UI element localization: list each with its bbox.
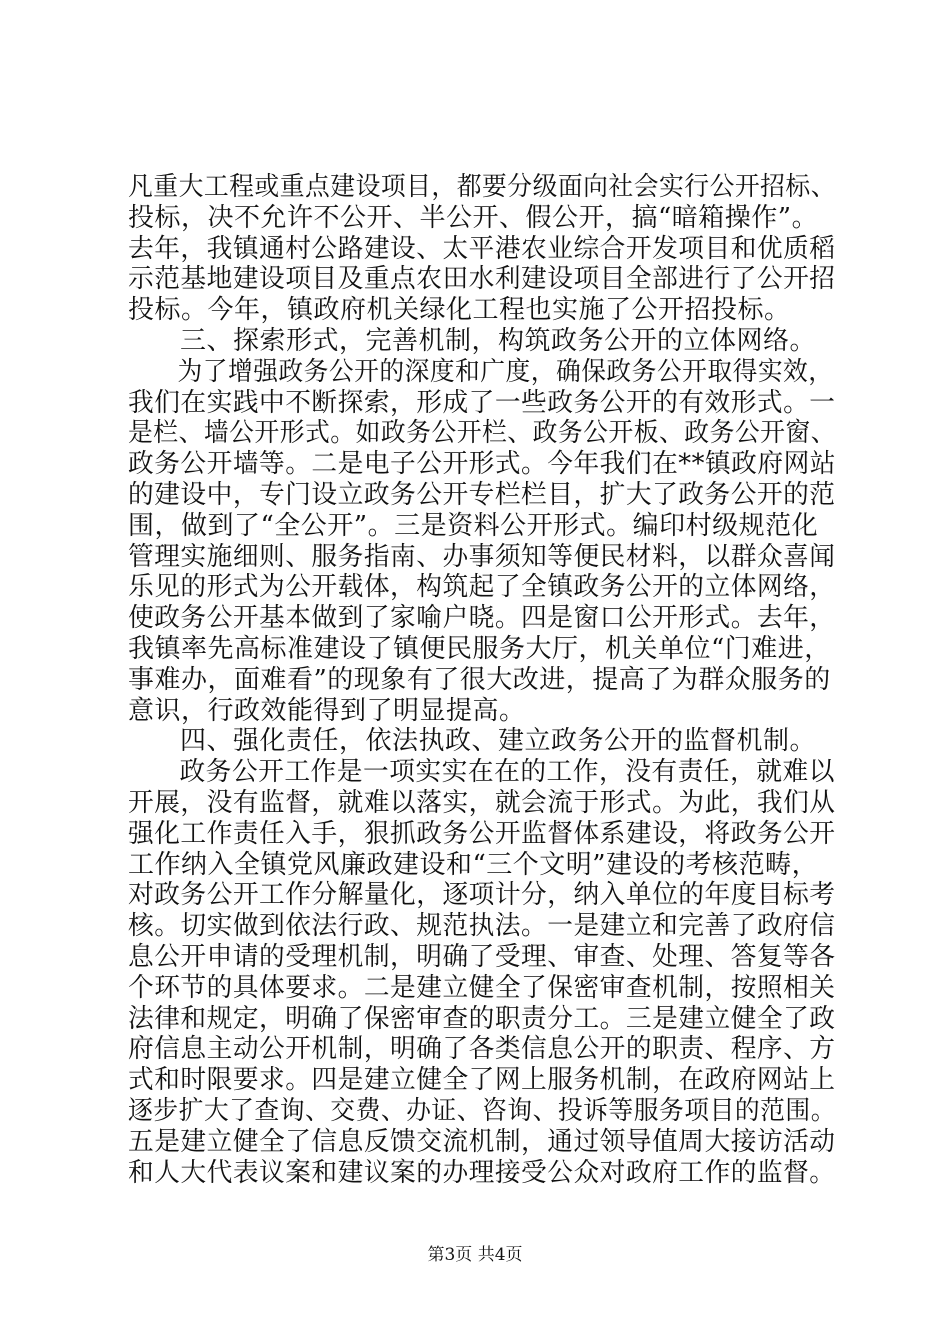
text-line: 府信息主动公开机制，明确了各类信息公开的职责、程序、方: [128, 1034, 836, 1065]
text-line: 式和时限要求。四是建立健全了网上服务机制，在政府网站上: [128, 1065, 836, 1096]
text-line: 法律和规定，明确了保密审查的职责分工。三是建立健全了政: [128, 1003, 836, 1034]
text-line: 为了增强政务公开的深度和广度，确保政务公开取得实效，: [177, 356, 834, 387]
text-line: 事难办，面难看”的现象有了很大改进，提高了为群众服务的: [128, 664, 831, 695]
text-line: 意识，行政效能得到了明显提高。: [128, 695, 526, 726]
text-line: 使政务公开基本做到了家喻户晓。四是窗口公开形式。去年，: [128, 603, 836, 634]
text-line: 示范基地建设项目及重点农田水利建设项目全部进行了公开招: [128, 264, 836, 295]
text-line: 我们在实践中不断探索，形成了一些政务公开的有效形式。一: [128, 387, 836, 418]
text-line: 逐步扩大了查询、交费、办证、咨询、投诉等服务项目的范围。: [128, 1095, 837, 1126]
text-line: 息公开申请的受理机制，明确了受理、审查、处理、答复等各: [128, 941, 836, 972]
text-line: 的建设中，专门设立政务公开专栏栏目，扩大了政务公开的范: [128, 479, 836, 510]
text-line: 对政务公开工作分解量化，逐项计分，纳入单位的年度目标考: [128, 880, 836, 911]
text-line: 政务公开工作是一项实实在在的工作，没有责任，就难以: [179, 757, 835, 788]
text-line: 和人大代表议案和建议案的办理接受公众对政府工作的监督。: [128, 1157, 836, 1188]
text-line: 围，做到了“全公开”。三是资料公开形式。编印村级规范化: [128, 510, 819, 541]
text-line: 五是建立健全了信息反馈交流机制，通过领导值周大接访活动: [128, 1126, 836, 1157]
text-line: 核。切实做到依法行政、规范执法。一是建立和完善了政府信: [128, 911, 836, 942]
text-line: 是栏、墙公开形式。如政务公开栏、政务公开板、政务公开窗、: [128, 418, 837, 449]
text-line: 个环节的具体要求。二是建立健全了保密审查机制，按照相关: [128, 972, 836, 1003]
text-line: 政务公开墙等。二是电子公开形式。今年我们在**镇政府网站: [128, 449, 837, 480]
text-line: 四、强化责任，依法执政、建立政务公开的监督机制。: [180, 726, 817, 757]
page-footer: 第3页 共4页: [427, 1245, 523, 1265]
text-line: 管理实施细则、服务指南、办事须知等便民材料，以群众喜闻: [128, 541, 836, 572]
text-line: 投标。今年，镇政府机关绿化工程也实施了公开招投标。: [128, 295, 791, 326]
text-line: 三、探索形式，完善机制，构筑政务公开的立体网络。: [180, 325, 817, 356]
text-line: 投标，决不允许不公开、半公开、假公开，搞“暗箱操作”。: [128, 202, 819, 233]
text-line: 凡重大工程或重点建设项目，都要分级面向社会实行公开招标、: [128, 172, 837, 202]
document-body: [128, 172, 836, 1188]
text-line: 强化工作责任入手，狠抓政务公开监督体系建设，将政务公开: [128, 818, 836, 849]
text-line: 开展，没有监督，就难以落实，就会流于形式。为此，我们从: [128, 787, 836, 818]
text-line: 工作纳入全镇党风廉政建设和“三个文明”建设的考核范畴，: [128, 849, 819, 880]
text-line: 我镇率先高标准建设了镇便民服务大厅，机关单位“门难进，: [128, 633, 831, 664]
text-line: 乐见的形式为公开载体，构筑起了全镇政务公开的立体网络，: [128, 572, 836, 603]
text-line: 去年，我镇通村公路建设、太平港农业综合开发项目和优质稻: [128, 233, 836, 264]
